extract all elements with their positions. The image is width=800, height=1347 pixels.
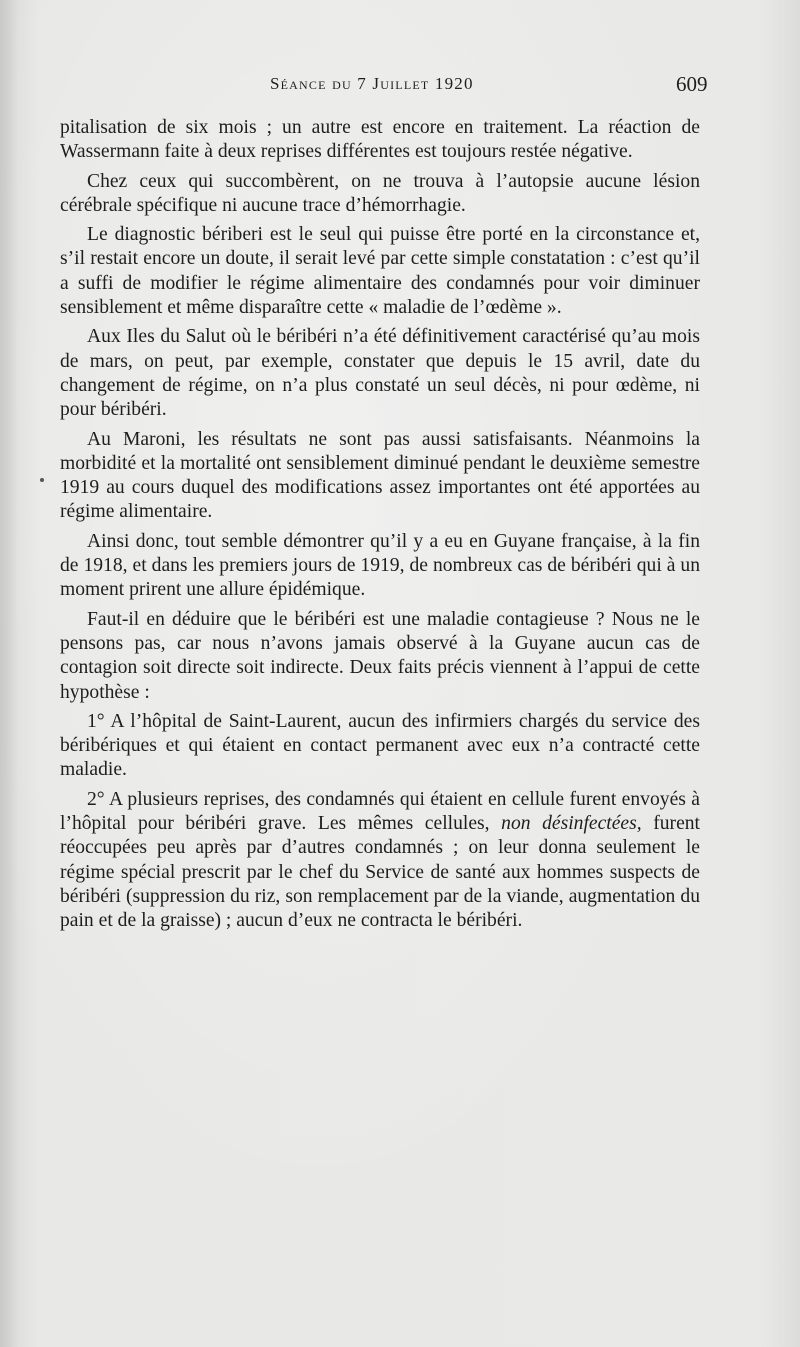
page-edge-shadow bbox=[0, 0, 18, 1347]
body-text bbox=[60, 116, 700, 934]
running-head: Séance du 7 Juillet 1920 bbox=[270, 74, 474, 93]
paragraph-9-italic: non désinfectées, bbox=[501, 813, 642, 835]
paragraph-7: Faut-il en déduire que le béribéri est une maladie contagieuse ? Nous ne le pensons pas, car nous n’avons jamais observé à la Guyane aucun cas de contagion soit directe soit indirecte. Deux faits précis viennent à l’appui de cette hypothèse : bbox=[60, 608, 700, 703]
paragraph-9 bbox=[60, 788, 700, 934]
paragraph-2: Chez ceux qui succombèrent, on ne trouva à l’autopsie aucune lésion cérébrale spécifique ni aucune trace d’hémorrhagie. bbox=[60, 170, 700, 216]
paragraph-5: Au Maroni, les résultats ne sont pas aussi satisfaisants. Néanmoins la morbidité et la mortalité ont sensiblement diminué pendant le deuxième semestre 1919 au cours duquel des modifications assez importantes ont été apportées au régime alimentaire. bbox=[60, 428, 700, 523]
page-header bbox=[0, 68, 800, 98]
page-number: 609 bbox=[676, 72, 708, 96]
paragraph-3: Le diagnostic bériberi est le seul qui puisse être porté en la circonstance et, s’il restait encore un doute, il serait levé par cette simple constatation : c’est qu’il a suffi de modifier le régime alimentaire des condamnés pour voir diminuer sensiblement et même disparaître cette « maladie de l’œdème ». bbox=[60, 224, 700, 319]
paragraph-1: pitalisation de six mois ; un autre est encore en traitement. La réaction de Wassermann faite à deux reprises différentes est toujours restée négative. bbox=[60, 117, 700, 163]
paragraph-9-start: 2° A plusieurs reprises, des condamnés qui étaient en cellule furent envoyés à l’hôpital pour béribéri grave. Les mêmes cellules, bbox=[60, 788, 700, 835]
paragraph-9-end: furent réoccupées peu après par d’autres condamnés ; on leur donna seulement le régime spécial prescrit par le chef du Service de santé aux hommes suspects de béribéri (suppression du riz, son remplacement par de la viande, augmentation du pain et de la graisse) ; aucun d’eux ne contracta le béribéri. bbox=[60, 813, 701, 932]
paragraph-6: Ainsi donc, tout semble démontrer qu’il y a eu en Guyane française, à la fin de 1918, et dans les premiers jours de 1919, de nombreux cas de béribéri qui à un moment prirent une allure épidémique. bbox=[60, 530, 700, 601]
paragraph-4: Aux Iles du Salut où le béribéri n’a été définitivement caractérisé qu’au mois de mars, on peut, par exemple, constater que depuis le 15 avril, date du changement de régime, on n’a plus constaté un seul décès, ni pour œdème, ni pour béribéri. bbox=[60, 326, 700, 421]
paragraph-8: 1° A l’hôpital de Saint-Laurent, aucun des infirmiers chargés du service des béribériques et qui étaient en contact permanent avec eux n’a contracté cette maladie. bbox=[60, 710, 700, 781]
ink-speck bbox=[40, 478, 44, 482]
